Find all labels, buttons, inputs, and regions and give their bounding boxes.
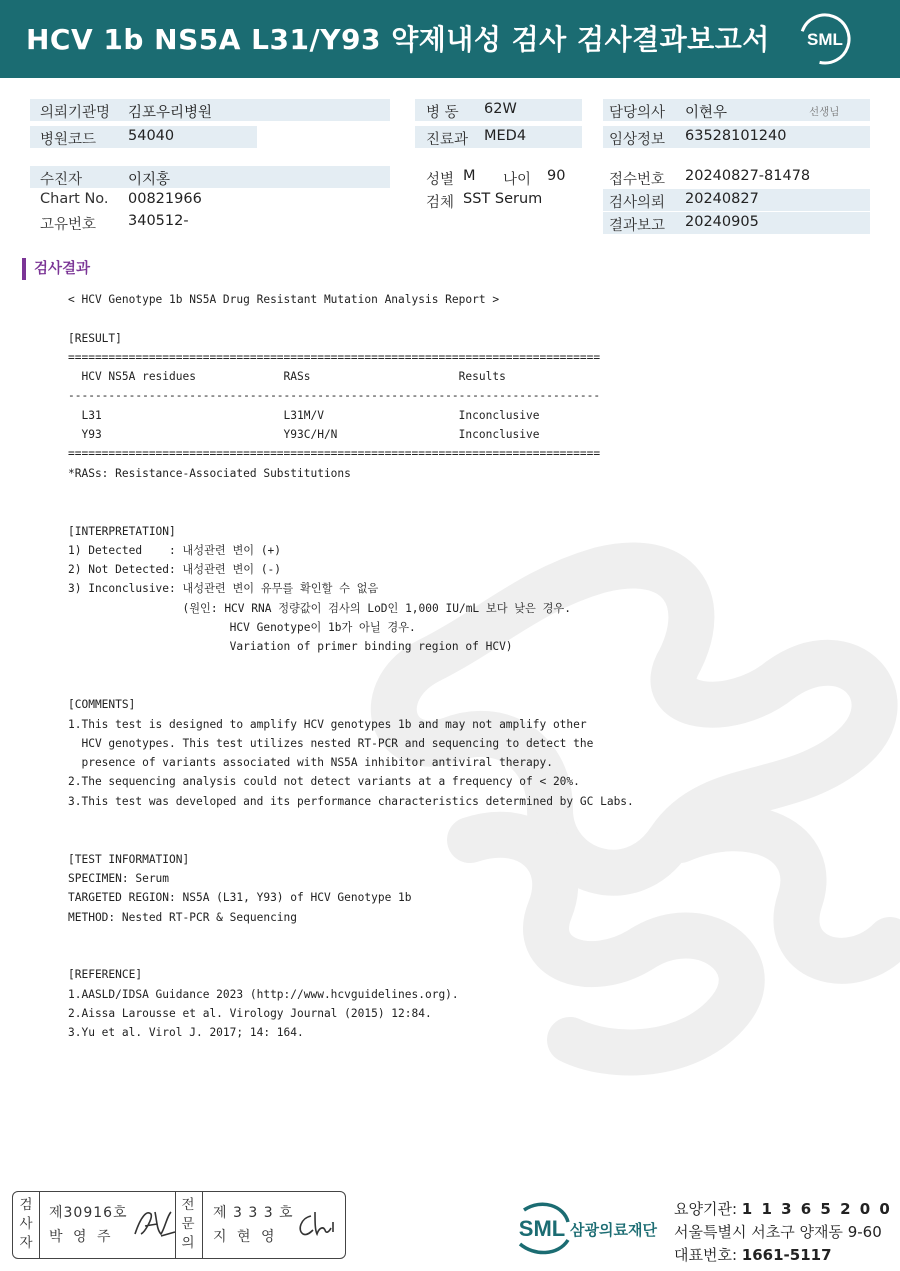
sml-logo-icon [797, 11, 853, 67]
chart-row [30, 189, 390, 211]
patient-label: 수진자 [40, 172, 83, 188]
request-date-row [603, 189, 870, 211]
hospital-code-label: 병원코드 [40, 132, 97, 148]
request-date-value: 20240827 [685, 191, 759, 207]
unique-id-value: 340512- [128, 213, 189, 229]
tester-label-char: 사 [19, 1216, 33, 1232]
report-date-row [603, 212, 870, 234]
receipt-value: 20240827-81478 [685, 168, 811, 184]
phone-label: 대표번호: [674, 1246, 742, 1264]
report-date-label: 결과보고 [609, 218, 666, 234]
report-date-value: 20240905 [685, 214, 759, 230]
sml-footer-logo-icon [512, 1200, 574, 1258]
hospital-code-row [30, 126, 257, 148]
foundation-name: 삼광의료재단 [570, 1221, 657, 1239]
institution-code-label: 요양기관: [674, 1200, 742, 1218]
clinical-value: 63528101240 [685, 128, 787, 144]
doctor-label: 담당의사 [609, 105, 666, 121]
address-line: 서울특별시 서초구 양재동 9-60 [674, 1223, 882, 1241]
report-title: HCV 1b NS5A L31/Y93 약제내성 검사 검사결과보고서 [26, 23, 770, 56]
doctor-value: 이현우 [685, 105, 728, 121]
request-date-label: 검사의뢰 [609, 195, 666, 211]
signature-box [12, 1191, 346, 1259]
clinical-row [603, 126, 870, 148]
chart-label: Chart No. [40, 191, 109, 207]
tester-label-char: 자 [19, 1235, 33, 1251]
specialist-vertical-label [178, 1196, 198, 1253]
age-label: 나이 [503, 172, 532, 188]
clinical-label: 임상정보 [609, 132, 666, 148]
sex-value: M [463, 168, 476, 184]
tester-license-no: 제30916호 [49, 1205, 128, 1221]
tester-vertical-label [16, 1196, 36, 1253]
patient-value: 이지홍 [128, 172, 171, 188]
age-value: 90 [547, 168, 566, 184]
divider [39, 1192, 40, 1258]
divider [175, 1192, 176, 1258]
doctor-suffix: 선생님 [809, 106, 840, 118]
unique-id-label: 고유번호 [40, 217, 97, 233]
sex-label: 성별 [426, 172, 455, 188]
specialist-label-char: 문 [181, 1216, 195, 1232]
institution-code-line [674, 1198, 892, 1219]
report-header [0, 0, 900, 78]
dept-value: MED4 [484, 128, 527, 144]
tester-signature [131, 1206, 179, 1242]
unique-id-row [30, 211, 390, 233]
specialist-license-no: 제 3 3 3 호 [213, 1205, 294, 1221]
hospital-code-value: 54040 [128, 128, 175, 144]
institution-label: 의뢰기관명 [40, 105, 111, 121]
tester-name: 박 영 주 [49, 1229, 114, 1245]
receipt-label: 접수번호 [609, 172, 666, 188]
institution-code-value: 1 1 3 6 5 2 0 0 [741, 1200, 892, 1218]
specialist-label-char: 전 [181, 1197, 195, 1213]
ward-row [415, 99, 582, 121]
specimen-value: SST Serum [463, 191, 543, 207]
sex-age-row [415, 166, 585, 188]
specialist-name: 지 현 영 [213, 1229, 278, 1245]
ward-label: 병 동 [426, 105, 459, 121]
institution-value: 김포우리병원 [128, 105, 213, 121]
receipt-row [603, 166, 870, 188]
specimen-row [415, 189, 585, 211]
specimen-label: 검체 [426, 195, 455, 211]
footer-logo-text: SML [518, 1216, 566, 1241]
specialist-label-char: 의 [181, 1235, 195, 1251]
dept-label: 진료과 [426, 132, 469, 148]
phone-line [674, 1244, 832, 1265]
institution-row [30, 99, 390, 121]
chart-value: 00821966 [128, 191, 202, 207]
specialist-signature [295, 1208, 339, 1242]
logo-text: SML [807, 30, 843, 49]
patient-row [30, 166, 390, 188]
dept-row [415, 126, 582, 148]
phone-value: 1661-5117 [741, 1246, 832, 1264]
report-body: < HCV Genotype 1b NS5A Drug Resistant Mutation Analysis Report > [RESULT] =============================================================================== HCV NS5A residues RASs Results ------------------------------------------------------------------------------- L31 L31M/V Inconclusive Y93 Y93C/H/N Inconclusive =============================================================================== *RASs: Resistance-Associated Substitutions [INTERPRETATION] 1) Detected : 내성관련 변이 (+) 2) Not Detected: 내성관련 변이 (-) 3) Inconclusive: 내성관련 변이 유무를 확인할 수 없음 (원인: HCV RNA 정량값이 검사의 LoD인 1,000 IU/mL 보다 낮은 경우. HCV Genotype이 1b가 아닐 경우. Variation of primer binding region of HCV) [COMMENTS] 1.This test is designed to amplify HCV genotypes 1b and may not amplify other HCV genotypes. This test utilizes nested RT-PCR and sequencing to detect the presence of variants associated with NS5A inhibitor antiviral therapy. 2.The sequencing analysis could not detect variants at a frequency of < 20%. 3.This test was developed and its performance characteristics determined by GC Labs. [TEST INFORMATION] SPECIMEN: Serum TARGETED REGION: NS5A (L31, Y93) of HCV Genotype 1b METHOD: Nested RT-PCR & Sequencing [REFERENCE] 1.AASLD/IDSA Guidance 2023 (http://www.hcvguidelines.org). 2.Aissa Larousse et al. Virology Journal (2015) 12:84. 3.Yu et al. Virol J. 2017; 14: 164. [68, 293, 634, 1040]
tester-label-char: 검 [19, 1197, 33, 1213]
divider [202, 1192, 203, 1258]
doctor-row [603, 99, 870, 121]
section-title-test-results: 검사결과 [22, 258, 90, 280]
ward-value: 62W [484, 101, 517, 117]
